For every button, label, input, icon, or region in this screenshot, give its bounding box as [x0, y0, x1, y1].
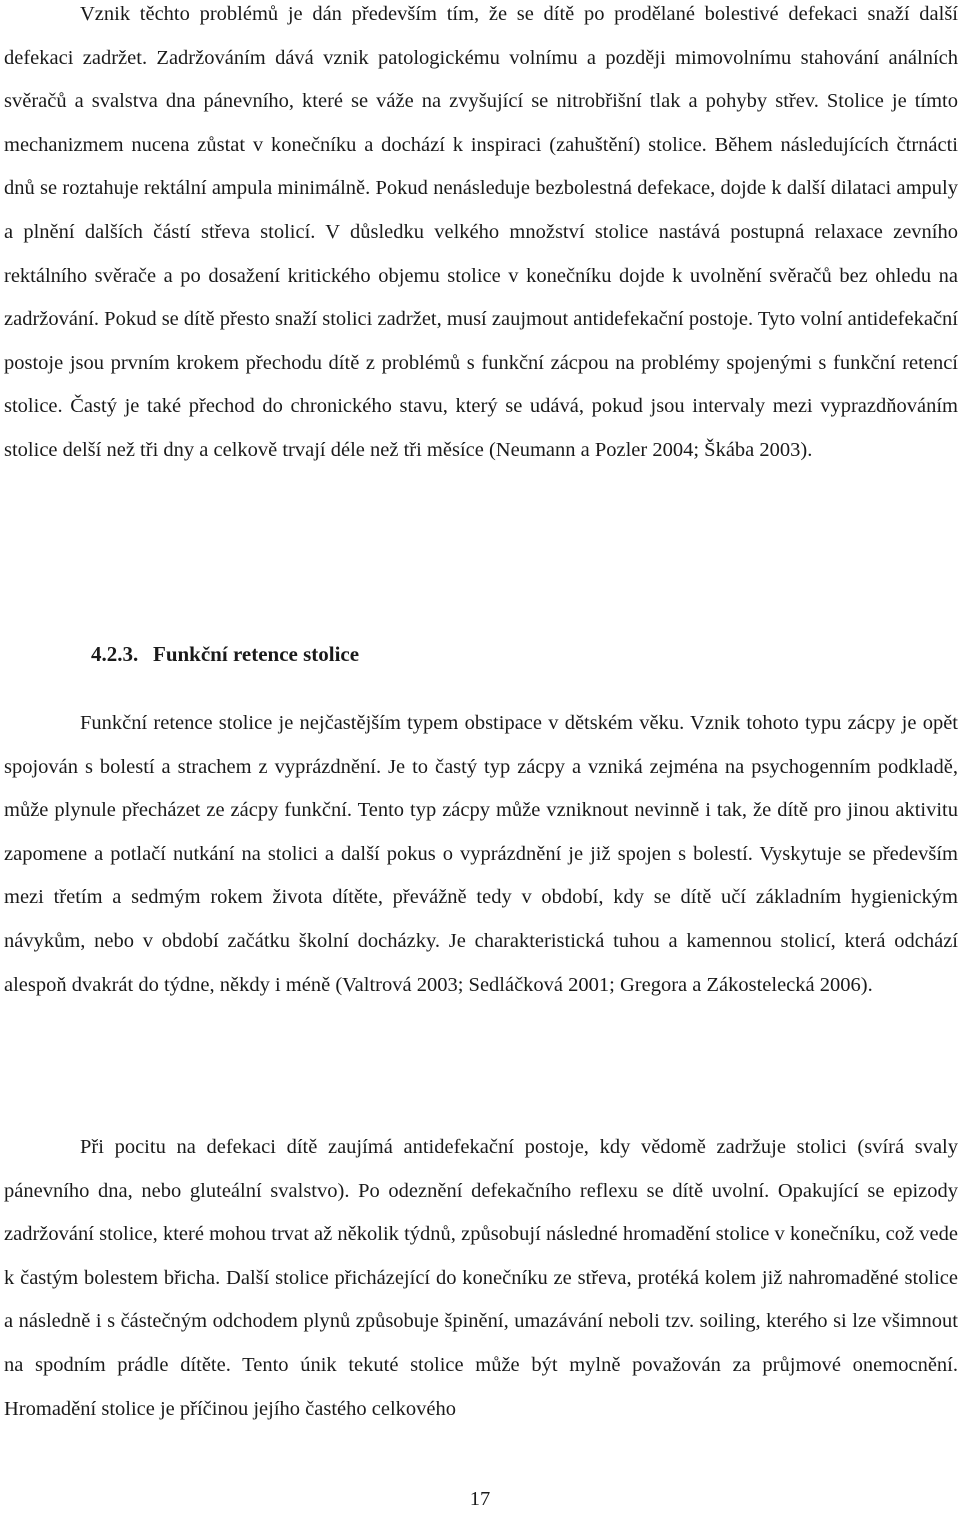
page-number: 17 — [469, 1488, 491, 1510]
section-number: 4.2.3. — [91, 642, 139, 666]
body-paragraph-1: Vznik těchto problémů je dán především tím, že se dítě po prodělané bolestivé defekaci snaží další defekaci zadržet. Zadržováním dává vznik patologickému volnímu a později mimovolnímu stahování análních svěračů a svalstva dna pánevního, které se váže na zvyšující se nitrobřišní tlak a pohyby střev. Stolice je tímto mechanizmem nucena zůstat v konečníku a dochází k inspiraci (zahuštění) stolice. Během následujících čtrnácti dnů se roztahuje rektální ampula minimálně. Pokud nenásleduje bezbolestná defekace, dojde k další dilataci ampuly a plnění dalších částí střeva stolicí. V důsledku velkého množství stolice nastává postupná relaxace zevního rektálního svěrače a po dosažení kritického objemu stolice v konečníku dojde k uvolnění svěračů bez ohledu na zadržování. Pokud se dítě přesto snaží stolici zadržet, musí zaujmout antidefekační postoje. Tyto volní antidefekační postoje jsou prvním krokem přechodu dítě z problémů s funkční zácpou na problémy spojenými s funkční retencí stolice. Častý je také přechod do chronického stavu, který se udává, pokud jsou intervaly mezi vyprazdňováním stolice delší než tři dny a celkově trvají déle než tři měsíce (Neumann a Pozler 2004; Škába 2003). — [4, 3, 959, 461]
section-heading — [91, 634, 359, 674]
body-paragraph-2: Funkční retence stolice je nejčastějším typem obstipace v dětském věku. Vznik tohoto typu zácpy je opět spojován s bolestí a strachem z vyprázdnění. Je to častý typ zácpy a vzniká zejména na psychogenním podkladě, může plynule přecházet ze zácpy funkční. Tento typ zácpy může vzniknout nevinně i tak, že dítě pro jinou aktivitu zapomene a potlačí nutkání na stolici a další pokus o vyprázdnění je již spojen s bolestí. Vyskytuje se především mezi třetím a sedmým rokem života dítěte, převážně tedy v období, kdy se dítě učí základním hygienickým návykům, nebo v období začátku školní docházky. Je charakteristická tuhou a kamennou stolicí, která odchází alespoň dvakrát do týdne, někdy i méně (Valtrová 2003; Sedláčková 2001; Gregora a Zákostelecká 2006). — [4, 712, 958, 996]
section-title: Funkční retence stolice — [153, 642, 360, 666]
body-paragraph-3: Při pocitu na defekaci dítě zaujímá antidefekační postoje, kdy vědomě zadržuje stolici (svírá svaly pánevního dna, nebo gluteální svalstvo). Po odeznění defekačního reflexu se dítě uvolní. Opakující se epizody zadržování stolice, které mohou trvat až několik týdnů, způsobují následné hromadění stolice v konečníku, což vede k častým bolestem břicha. Další stolice přicházející do konečníku ze střeva, protéká kolem již nahromaděné stolice a následně i s částečným odchodem plynů způsobuje špinění, umazávání neboli tzv. soiling, kterého si lze všimnout na spodním prádle dítěte. Tento únik tekuté stolice může být mylně považován za průjmové onemocnění. Hromadění stolice je příčinou jejího častého celkového — [4, 1136, 958, 1420]
